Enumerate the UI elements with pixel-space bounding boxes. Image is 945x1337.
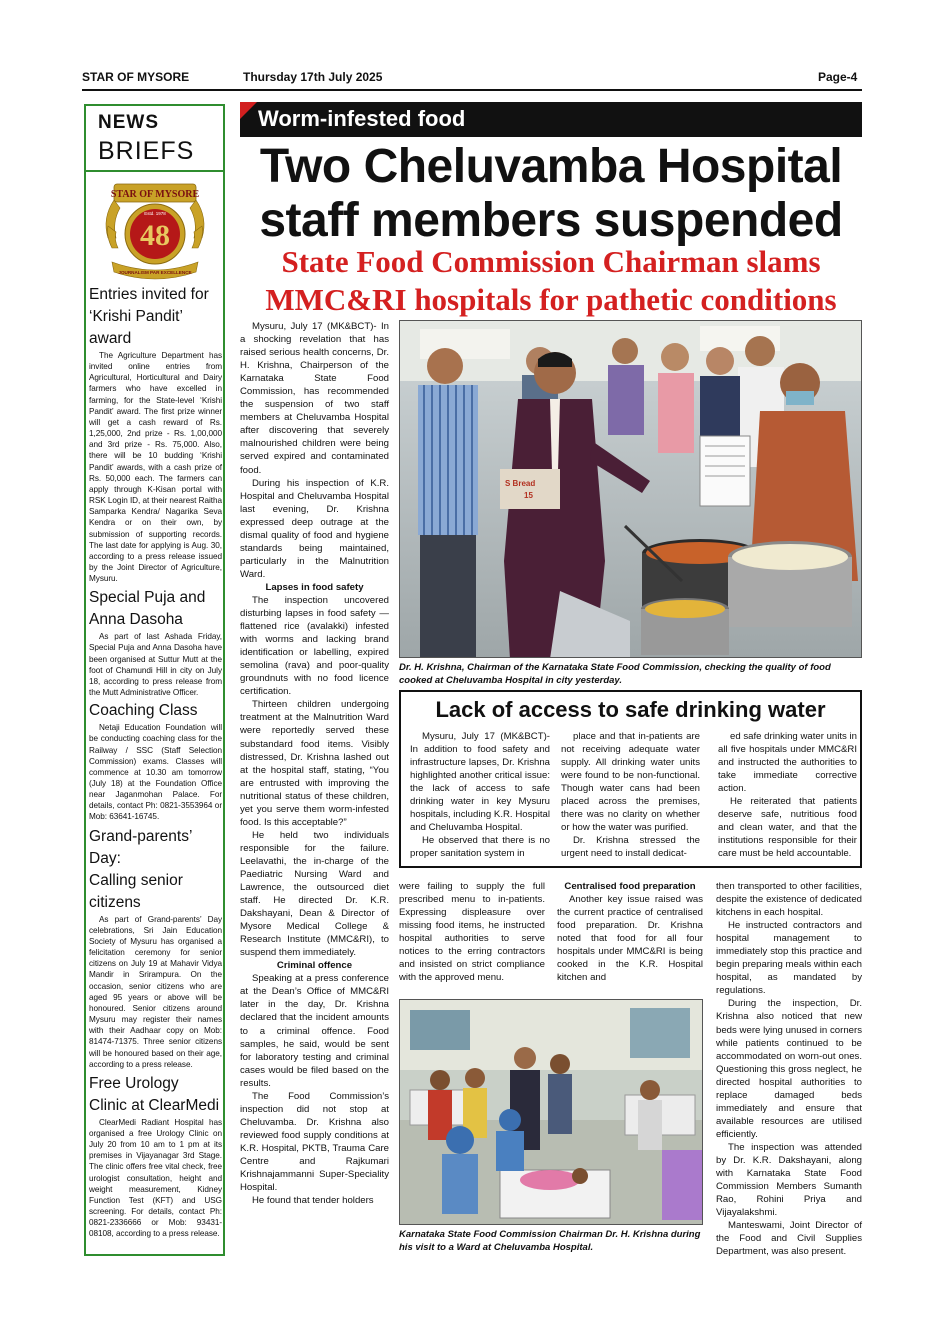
photo-ward-visit-caption: Karnataka State Food Commission Chairman Dr. H. Krishna during his visit to a Ward at Cheluvamba Hospital. xyxy=(399,1229,701,1253)
article-paragraph: Speaking at a press conference at the Dean’s Office of MMC&RI later in the day, Dr. Krishna declared that the incident amounts to a criminal offence. Food samples, he said, would be sent for laboratory testing and criminal cases would be filed based on the results. xyxy=(240,973,389,1089)
article-paragraph: Mysuru, July 17 (MK&BCT)- In addition to food safety and infrastructure lapses, Dr. Krishna highlighted another critical issue: the lack of access to safe drinking water in key Mysuru hospitals, including K.R. Hospital and Cheluvamba Hospital. xyxy=(410,731,550,834)
article-column-1 xyxy=(240,320,389,1207)
brief-heading: Free Urology xyxy=(89,1074,179,1092)
sidebar-divider xyxy=(86,170,223,172)
brief-text: As part of Grand-parents’ Day celebrations, Sri Jain Education Society of Mysuru has organised a felicitation ceremony for senior citizens on July 19 at Mahavir Vidya Mandir in Srirampura. On the occasion, senior citizens who are aged 95 years or above will be honoured. Senior citizens around Mysuru may register their names with their Aadhaar copy on Mob: 81474-71375. Three senior citizens will be honoured based on their age, according to a press release. xyxy=(89,914,222,1069)
masthead-paper: STAR OF MYSORE xyxy=(82,70,190,84)
news-briefs-sidebar xyxy=(84,104,225,1256)
article-paragraph: During the inspection, Dr. Krishna also noticed that new beds were lying unused in corners while patients continued to be accommodated on worn-out ones. Questioning this gross neglect, he directed hospital authorities to replace damaged beds immediately and ensure that available resources are utilised efficiently. xyxy=(716,998,862,1140)
brief-heading: ‘Krishi Pandit’ award xyxy=(89,308,183,347)
article-paragraph: He reiterated that patients deserve safe, nutritious food and clean water, and that the institutions responsible for their care must be held accountable. xyxy=(718,796,857,860)
brief-text: The Agriculture Department has invited online entries from Agricultural, Horticultural and Dairy farmers who have excelled in farming, for the State-level ‘Krishi Pandit’ award. The first prize winner will get a cash reward of Rs. 1,25,000, 2nd prize - Rs. 1,00,000 and 3rd prize - Rs. 75,000. Also, there will be 10 budding ‘Krishi Pandit’ awards, with a cash prize of Rs. 50,000 each. The farmers can apply through K-Kisan portal with RSK Login ID, at their nearest Raitha Samparka Kendra/ Nagarika Seva Kendra or on their own, by submission of supporting records. The last date for applying is Aug. 30, according to a press release issued by the Joint Director of Agriculture, Mysuru. xyxy=(89,351,222,584)
article-headline xyxy=(240,140,862,248)
masthead-rule xyxy=(82,89,862,91)
photo-ward-visit xyxy=(399,999,703,1225)
brief-heading: Calling senior citizens xyxy=(89,871,183,911)
subheadline-line: State Food Commission Chairman slams xyxy=(281,244,821,279)
brief-grandparents-day xyxy=(89,826,222,1070)
article-paragraph: Dr. Krishna stressed the urgent need to install dedicat- xyxy=(561,835,700,860)
drinking-water-title: Lack of access to safe drinking water xyxy=(435,697,826,722)
article-paragraph: He held two individuals responsible for the failure. Leelavathi, the in-charge of the Paediatric Nursing Ward and Lawrence, the outsourced diet staff. He directed Dr. K.R. Dakshayani, Dean & Director of Mysore Medical College & Research Institute (MMC&RI), to suspend them immediately. xyxy=(240,829,389,959)
news-briefs-subtitle: BRIEFS xyxy=(98,137,195,165)
brief-heading: Special Puja and xyxy=(89,589,206,607)
brief-coaching-class xyxy=(89,700,222,822)
star-of-mysore-48-logo xyxy=(100,178,210,286)
article-paragraph: place and that in-patients are not receiving adequate water supply. All drinking water units were found to be non-functional. Though water cans had been placed across the premises, there was no clarity on whether or how the water was purified. xyxy=(561,731,700,834)
article-paragraph: The inspection was attended by Dr. K.R. Dakshayani, along with Karnataka State Food Commission Members Sumanth Rao, Rohini Priya and Vijayalakshmi. xyxy=(716,1141,862,1219)
logo-estd-text: Estd. 1978 xyxy=(144,211,166,216)
briefs-list xyxy=(89,284,222,1242)
drinking-water-column-2 xyxy=(561,730,700,860)
article-paragraph: were failing to supply the full prescribed menu to in-patients. Expressing displeasure over missing food items, he instructed hospital authorities to serve notices to the erring contractors and insisted on strict compliance with the approved menu. xyxy=(399,881,545,984)
article-paragraph: He found that tender holders xyxy=(252,1195,374,1207)
sidebar-story-drinking-water xyxy=(399,690,862,868)
brief-text: As part of last Ashada Friday, Special Puja and Anna Dasoha have been organised at Suttur Mutt at the foot of Chamundi Hill in city on July 18, according to press release from the Mutt Administrative Officer. xyxy=(89,632,222,698)
article-paragraph: The Food Commission’s inspection did not stop at Cheluvamba. Dr. Krishna also reviewed food supply conditions at K.R. Hospital, PKTB, Trauma Care Centre and Rajkumari Krishnajammanni Super-Speciality Hospital. xyxy=(240,1090,389,1194)
brief-heading: Grand-parents’ Day: xyxy=(89,827,192,867)
photo-food-inspection-caption: Dr. H. Krishna, Chairman of the Karnataka State Food Commission, checking the quality of food cooked at Cheluvamba Hospital in city yesterday. xyxy=(399,662,831,686)
drinking-water-column-3 xyxy=(718,730,857,860)
drinking-water-column-1 xyxy=(410,730,550,860)
brief-special-puja xyxy=(89,587,222,698)
photo-food-inspection xyxy=(399,320,862,658)
news-briefs-title: NEWS xyxy=(98,112,159,133)
logo-title-text: STAR OF MYSORE xyxy=(110,189,200,200)
article-subheading: Lapses in food safety xyxy=(265,581,364,593)
article-paragraph: Mysuru, July 17 (MK&BCT)- In a shocking revelation that has raised serious health concerns, Dr. H. Krishna, Chairperson of the Karnataka State Food Commission, has recommended the suspension of two staff members at Cheluvamba Hospital after discovering that severely malnourished children were being served expired and contaminated food. xyxy=(240,321,389,476)
article-paragraph: Thirteen children undergoing treatment at the Malnutrition Ward were reportedly served these substandard food items. Visibly distressed, Dr. Krishna lashed out at the hospital staff, stating, “You are entrusted with improving the nutritional status of these children, yet you serve them worm-infested food. Is this acceptable?” xyxy=(240,699,389,828)
article-paragraph: During his inspection of K.R. Hospital and Cheluvamba Hospital last evening, Dr. Krishna expressed deep outrage at the dismal quality of food and hygiene standards being maintained, particularly in the Malnutrition Ward. xyxy=(240,477,389,580)
brief-text: ClearMedi Radiant Hospital has organised a free Urology Clinic on July 20 from 10 am to 1 pm at its premises in Vijayanagar 3rd Stage. The clinic offers free vital check, free urologist consultation, height and weight measurement, Kidney Function Test (KFT) and USG screening. For details, contact Ph: 0821-2336666 or Mob: 93431-08108, according to a press release. xyxy=(89,1117,222,1239)
article-column-3-lower xyxy=(557,880,703,984)
article-column-2-lower xyxy=(399,880,545,984)
article-paragraph: Manteswami, Joint Director of the Food and Civil Supplies Department, was also present. xyxy=(716,1220,862,1258)
brief-heading: Anna Dasoha xyxy=(89,611,183,629)
kicker-label: Worm-infested food xyxy=(258,106,466,131)
article-paragraph: ed safe drinking water units in all five hospitals under MMC&RI and instructed the authorities to take immediate corrective action. xyxy=(718,731,857,795)
masthead-page: Page-4 xyxy=(818,70,858,84)
brief-heading: Coaching Class xyxy=(89,702,198,720)
brief-text: Netaji Education Foundation will be conducting coaching class for the Railway / SSC (Staff Selection Commission) exams. Classes will commence at 10.30 am tomorrow (July 18) at the Foundation Office near Jaganmohan Palace. For details, contact Ph: 0821-3553964 or Mob: 63641-16745. xyxy=(89,723,222,822)
article-paragraph: He instructed contractors and hospital management to immediately stop this practice and begin preparing meals within each hospital, as mandated by regulations. xyxy=(716,920,862,997)
headline-line: Two Cheluvamba Hospital xyxy=(259,140,843,193)
article-column-4 xyxy=(716,880,862,1258)
article-subheadline xyxy=(240,243,862,319)
article-paragraph: He observed that there is no proper sanitation system in xyxy=(410,835,550,860)
article-paragraph: then transported to other facilities, despite the existence of dedicated kitchens in each hospital. xyxy=(716,881,862,919)
article-subheading: Criminal offence xyxy=(276,960,353,972)
subheadline-line: MMC&RI hospitals for pathetic conditions xyxy=(265,282,837,317)
photo-tray-label: S Bread xyxy=(505,479,536,488)
article-paragraph: The inspection uncovered disturbing lapses in food safety — flattened rice (avalakki) infested with worms and lacking brand identification or labelling, expired semolina (rava) and poor-quality groundnuts with no food licence certification. xyxy=(240,594,389,698)
masthead-date: Thursday 17th July 2025 xyxy=(243,70,383,84)
photo-card-number: 15 xyxy=(524,491,533,500)
article-subheading: Centralised food preparation xyxy=(564,881,696,892)
headline-line: staff members suspended xyxy=(259,194,843,247)
article-paragraph: Another key issue raised was the current practice of centralised food preparation. Dr. Krishna noted that food for all four hospitals under MMC&RI is being cooked in the K.R. Hospital kitchen and xyxy=(557,894,703,984)
kicker-red-corner xyxy=(240,102,257,119)
brief-heading: Clinic at ClearMedi xyxy=(89,1096,220,1114)
brief-heading: Entries invited for xyxy=(89,286,209,303)
logo-number-text: 48 xyxy=(140,219,170,252)
brief-free-urology xyxy=(89,1073,222,1240)
logo-motto-text: JOURNALISM PAR EXCELLENCE xyxy=(118,270,192,275)
brief-krishi-pandit xyxy=(89,284,222,584)
